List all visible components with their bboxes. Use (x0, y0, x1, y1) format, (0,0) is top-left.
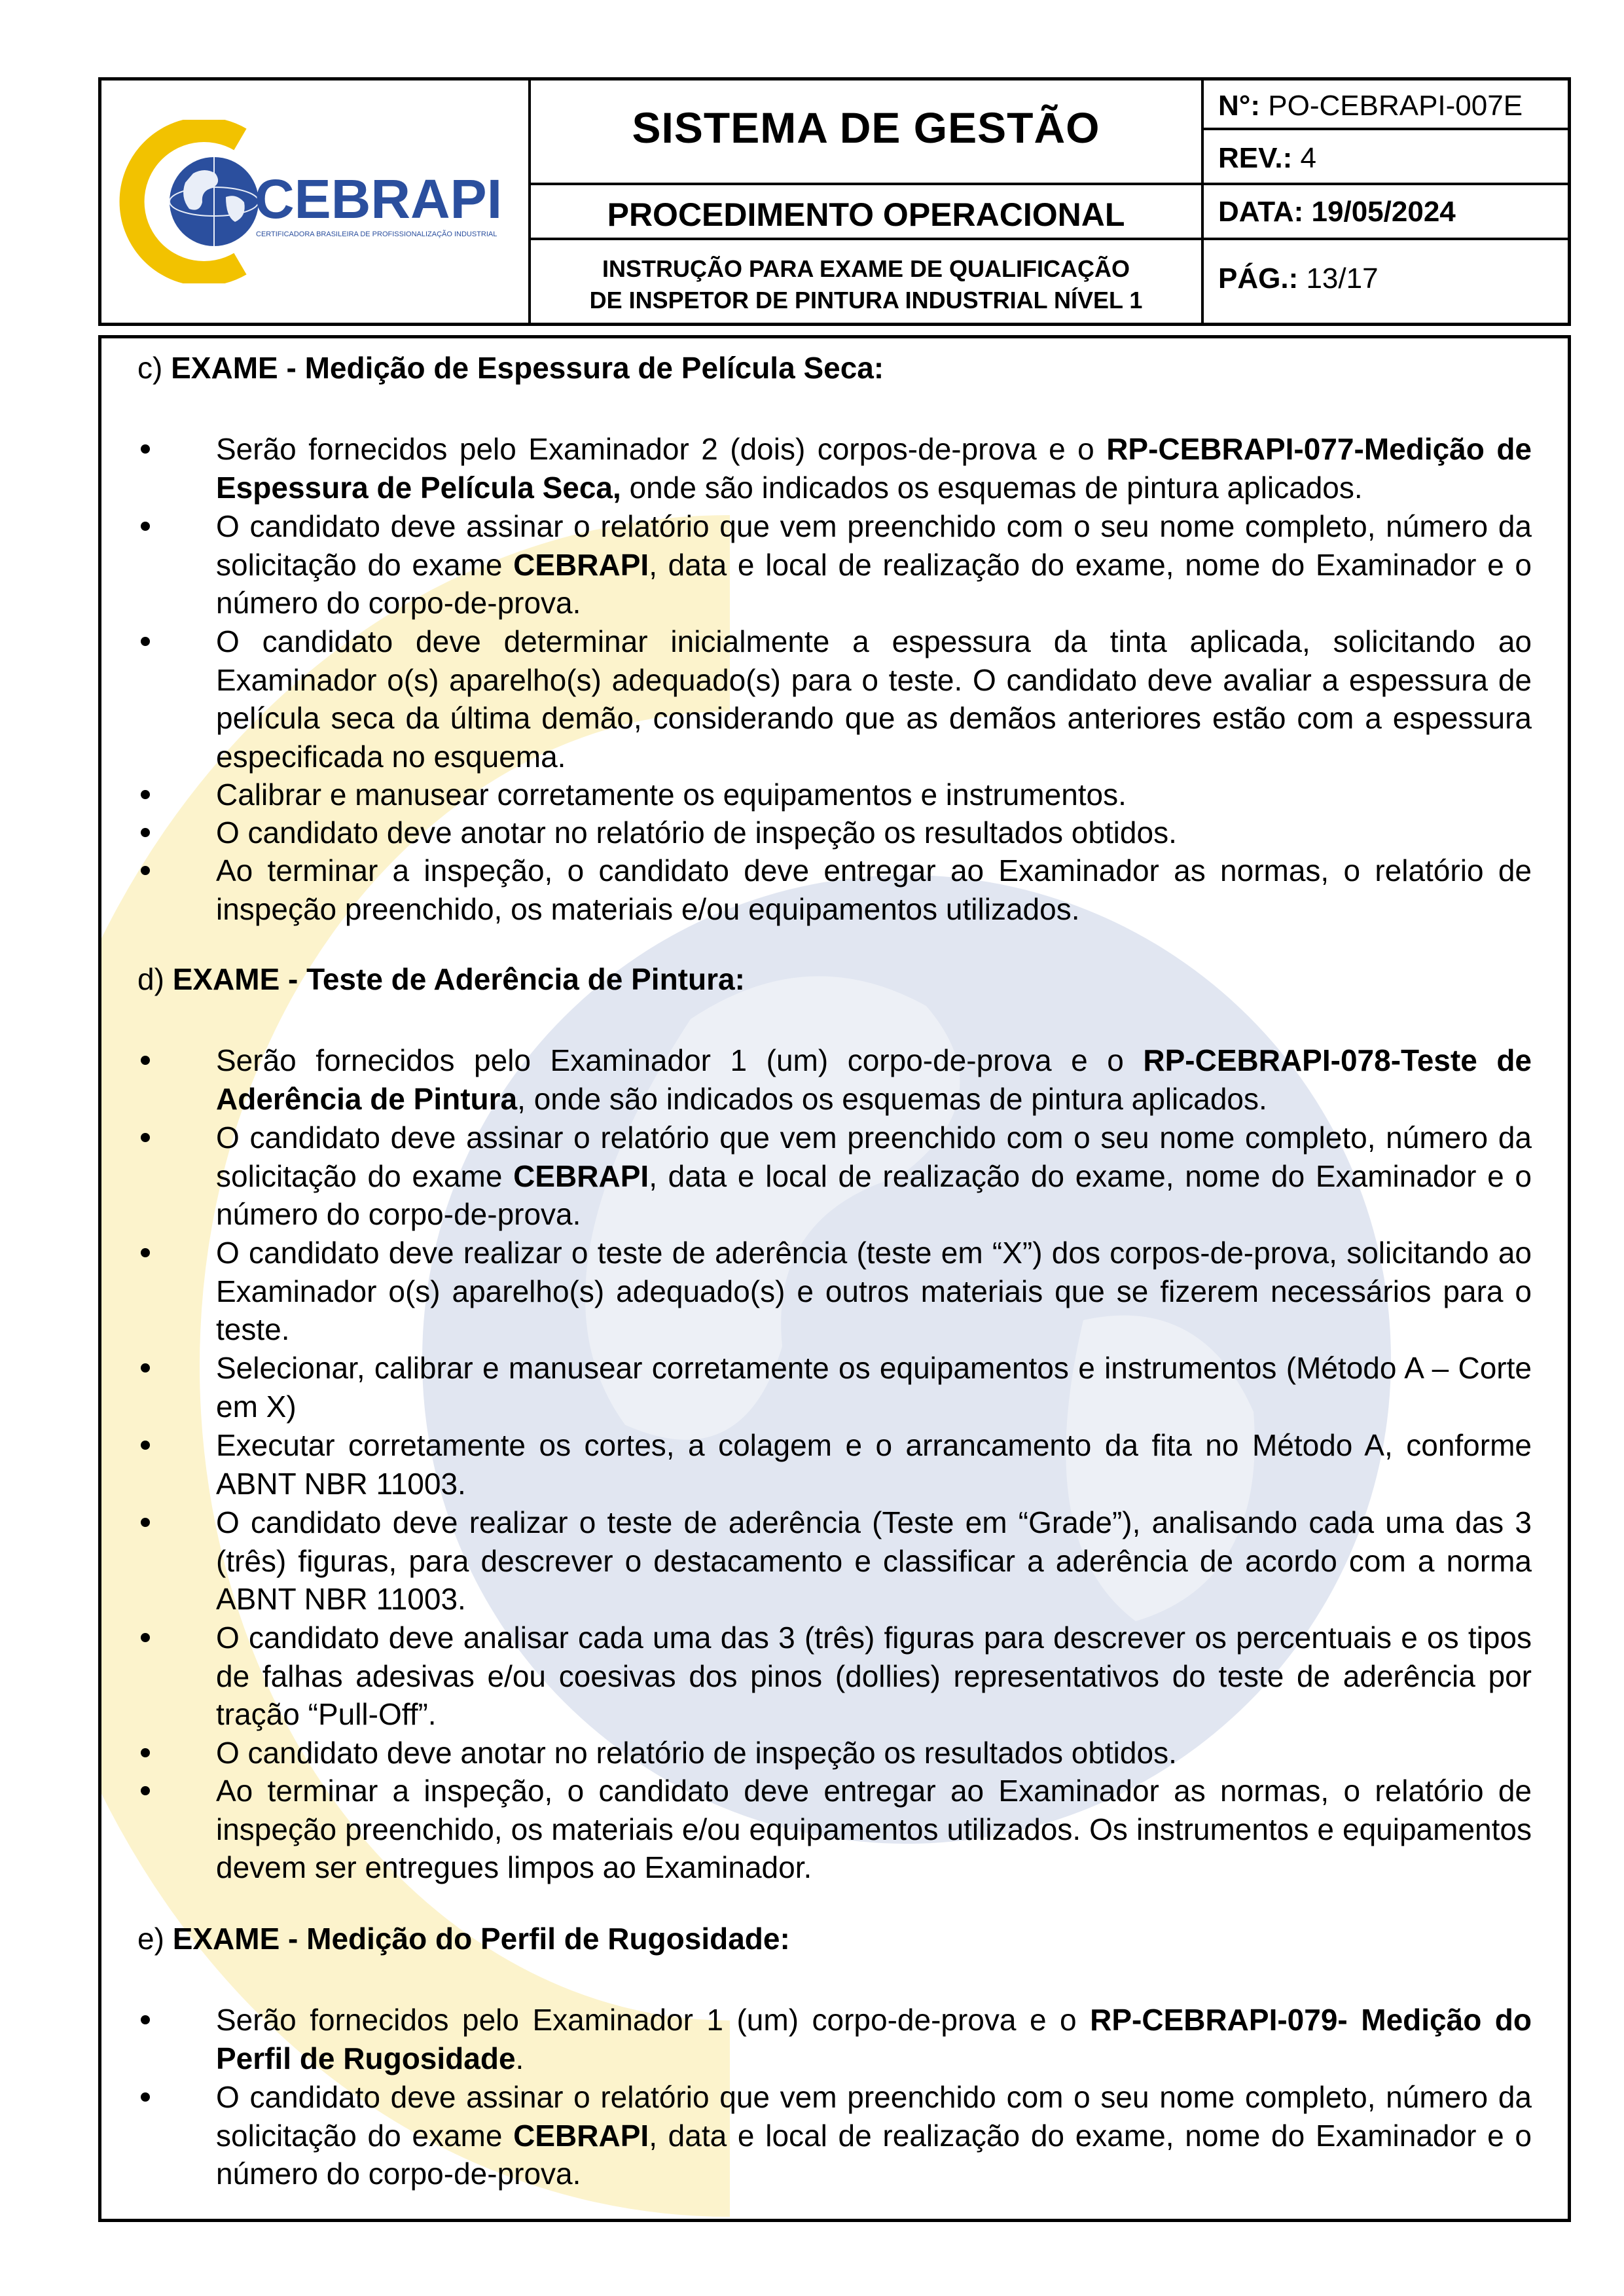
procedure-title: PROCEDIMENTO OPERACIONAL (607, 196, 1125, 233)
bullet-icon (141, 1518, 150, 1527)
bullet-icon (141, 1441, 150, 1450)
bullet-icon (141, 790, 150, 799)
bullet-icon (141, 1133, 150, 1142)
bullet-icon (141, 522, 150, 531)
bullet-icon (141, 444, 150, 454)
bullet-icon (141, 1633, 150, 1642)
document-number: N°: PO-CEBRAPI-007E (1218, 90, 1523, 122)
body-content: c) EXAME - Medição de Espessura de Película Seca: Serão fornecidos pelo Examinador 2 (dois) corpos-de-prova e o RP-CEBRAPI-077-Medição de Espessura de Película Seca, onde são indicados os esquemas de pintura aplicados. O candidato deve assinar o relatório que vem preenchido com o seu nome completo, número da solicitação do exame CEBRAPI, data e local de realização do exame, nome do Examinador e o número do corpo-de-prova. O candidato deve determinar inicialmente a espessura da tinta aplicada, solicitando ao Examinador o(s) aparelho(s) adequado(s) para o teste. O candidato deve avaliar a espessura de película seca da última demão, considerando que as demãos anteriores estão com a espessura especificada no esquema. Calibrar e manusear corretamente os equipamentos e instrumentos. O candidato deve anotar no relatório de inspeção os resultados obtidos. Ao terminar a inspeção, o candidato deve entregar ao Examinador as normas, o relatório de inspeção preenchido, os materiais e/ou equipamentos utilizados. d) EXAME - Teste de Aderência de Pintura: Serão fornecidos pelo Examinador 1 (um) corpo-de-prova e o RP-CEBRAPI-078-Teste de Aderência de Pintura, onde são indicados os esquemas de pintura aplicados. O candidato deve assinar o relatório que vem preenchido com o seu nome completo, número da solicitação do exame CEBRAPI, data e local de realização do exame, nome do Examinador e o número do corpo-de-prova. O candidato deve realizar o teste de aderência (teste em “X”) dos corpos-de-prova, solicitando ao Examinador o(s) aparelho(s) adequado(s) e outros materiais que se fizerem necessários para o teste. Selecionar, calibrar e manusear corretamente os equipamentos e instrumentos (Método A – Corte em X) Executar corretamente os cortes, a colagem e o arrancamento da fita no Método A, conforme ABNT NBR 11003. O candidato deve realizar o teste de aderência (Teste em “Grade”), analisando cada uma das 3 (três) figuras, para descrever o destacamento e classificar a aderência de acordo com a norma ABNT NBR 11003. O candidato deve analisar cada uma das 3 (três) figuras para descrever os percentuais e os tipos de falhas adesivas e/ou coesivas dos pinos (dollies) representativos do teste de aderência por tração “Pull-Off”. O candidato deve anotar no relatório de inspeção os resultados obtidos. Ao terminar a inspeção, o candidato deve entregar ao Examinador as normas, o relatório de inspeção preenchido, os materiais e/ou equipamentos utilizados. Os instrumentos e equipamentos devem ser entregues limpos ao Examinador. e) EXAME - Medição do Perfil de Rugosidade: Serão fornecidos pelo Examinador 1 (um) corpo-de-prova e o RP-CEBRAPI-079- Medição do Perfil de Rugosidade. O candidato deve assinar o relatório que vem preenchido com o seu nome completo, número da solicitação do exame CEBRAPI, data e local de realização do exame, nome do Examinador e o número do corpo-de-prova. (137, 351, 1532, 2191)
bullet-icon (141, 2092, 150, 2102)
document-body (98, 335, 1571, 2222)
instruction-line-1: INSTRUÇÃO PARA EXAME DE QUALIFICAÇÃO (602, 255, 1130, 282)
system-title: SISTEMA DE GESTÃO (632, 103, 1100, 152)
document-header (98, 77, 1571, 326)
bullet-icon (141, 1248, 150, 1257)
section-e-heading: e) EXAME - Medição do Perfil de Rugosidade: (137, 1922, 790, 1956)
bullet-icon (141, 1056, 150, 1065)
instruction-title (531, 253, 1201, 316)
revision: REV.: 4 (1218, 142, 1317, 174)
bullet-icon (141, 637, 150, 646)
cebrapi-logo (116, 120, 515, 283)
document-date: DATA: 19/05/2024 (1218, 196, 1456, 228)
page-number: PÁG.: 13/17 (1218, 262, 1379, 295)
section-c-heading: c) EXAME - Medição de Espessura de Película Seca: (137, 351, 884, 385)
bullet-icon (141, 1786, 150, 1795)
meta-cell (1204, 81, 1568, 323)
section-d-heading: d) EXAME - Teste de Aderência de Pintura: (137, 962, 745, 996)
logo-cell (101, 81, 531, 323)
title-cell (531, 81, 1204, 323)
bullet-icon (141, 1363, 150, 1372)
logo-tagline: CERTIFICADORA BRASILEIRA DE PROFISSIONALIZAÇÃO INDUSTRIAL (256, 230, 497, 238)
bullet-icon (141, 1748, 150, 1757)
logo-wordmark: CEBRAPI (255, 168, 503, 230)
instruction-line-2: DE INSPETOR DE PINTURA INDUSTRIAL NÍVEL 1 (589, 287, 1143, 314)
bullet-icon (141, 2015, 150, 2024)
bullet-icon (141, 828, 150, 837)
bullet-icon (141, 866, 150, 875)
